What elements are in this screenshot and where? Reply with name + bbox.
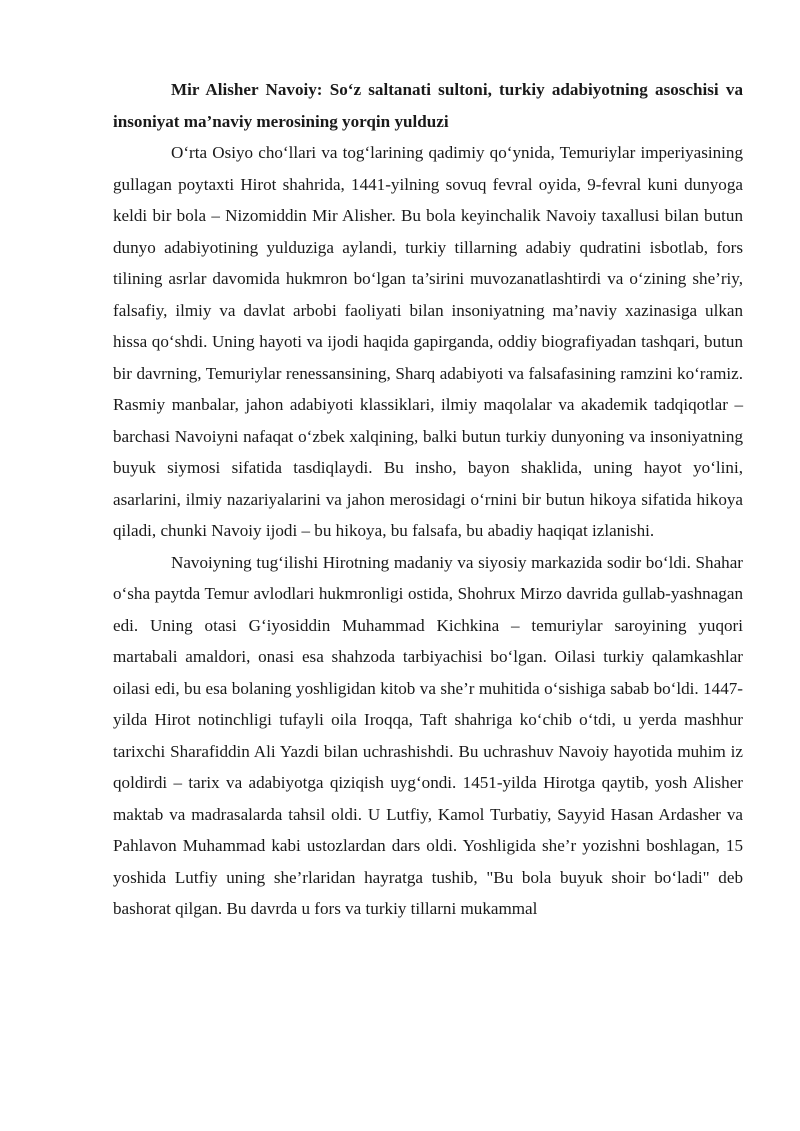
paragraph-1: O‘rta Osiyo cho‘llari va tog‘larining qadimiy qo‘ynida, Temuriylar imperiyasining gullagan poytaxti Hirot shahrida, 1441-yilning sovuq fevral oyida, 9-fevral kuni dunyoga keldi bir bola – Nizomiddin Mir Alisher. Bu bola keyinchalik Navoiy taxallusi bilan butun dunyo adabiyotining yulduziga aylandi, turkiy tillarning adabiy qudratini isbotlab, fors tilining asrlar davomida hukmron bo‘lgan ta’sirini muvozanatlashtirdi va o‘zining she’riy, falsafiy, ilmiy va davlat arbobi faoliyati bilan insoniyatning ma’naviy xazinasiga ulkan hissa qo‘shdi. Uning hayoti va ijodi haqida gapirganda, oddiy biografiyadan tashqari, butun bir davrning, Temuriylar renessansining, Sharq adabiyoti va falsafasining ramzini ko‘ramiz. Rasmiy manbalar, jahon adabiyoti klassiklari, ilmiy maqolalar va akademik tadqiqotlar – barchasi Navoiyni nafaqat o‘zbek xalqining, balki butun turkiy dunyoning va insoniyatning buyuk siymosi sifatida tasdiqlaydi. Bu insho, bayon shaklida, uning hayot yo‘lini, asarlarini, ilmiy nazariyalarini va jahon merosidagi o‘rnini bir butun hikoya sifatida hikoya qiladi, chunki Navoiy ijodi – bu hikoya, bu falsafa, bu abadiy haqiqat izlanishi.	[113, 143, 743, 540]
document-page	[113, 74, 743, 925]
document-title: Mir Alisher Navoiy: So‘z saltanati sultoni, turkiy adabiyotning asoschisi va insoniyat ma’naviy merosining yorqin yulduzi	[113, 80, 743, 131]
paragraph-2: Navoiyning tug‘ilishi Hirotning madaniy va siyosiy markazida sodir bo‘ldi. Shahar o‘sha paytda Temur avlodlari hukmronligi ostida, Shohrux Mirzo davrida gullab-yashnagan edi. Uning otasi G‘iyosiddin Muhammad Kichkina – temuriylar saroyining yuqori martabali amaldori, onasi esa shahzoda tarbiyachisi bo‘lgan. Oilasi turkiy qalamkashlar oilasi edi, bu esa bolaning yoshligidan kitob va she’r muhitida o‘sishiga sabab bo‘ldi. 1447-yilda Hirot notinchligi tufayli oila Iroqqa, Taft shahriga ko‘chib o‘tdi, u yerda mashhur tarixchi Sharafiddin Ali Yazdi bilan uchrashishdi. Bu uchrashuv Navoiy hayotida muhim iz qoldirdi – tarix va adabiyotga qiziqish uyg‘ondi. 1451-yilda Hirotga qaytib, yosh Alisher maktab va madrasalarda tahsil oldi. U Lutfiy, Kamol Turbatiy, Sayyid Hasan Ardasher va Pahlavon Muhammad kabi ustozlardan dars oldi. Yoshligida she’r yozishni boshlagan, 15 yoshida Lutfiy uning she’rlaridan hayratga tushib, "Bu bola buyuk shoir bo‘ladi" deb bashorat qilgan. Bu davrda u fors va turkiy tillarni mukammal	[113, 552, 743, 918]
